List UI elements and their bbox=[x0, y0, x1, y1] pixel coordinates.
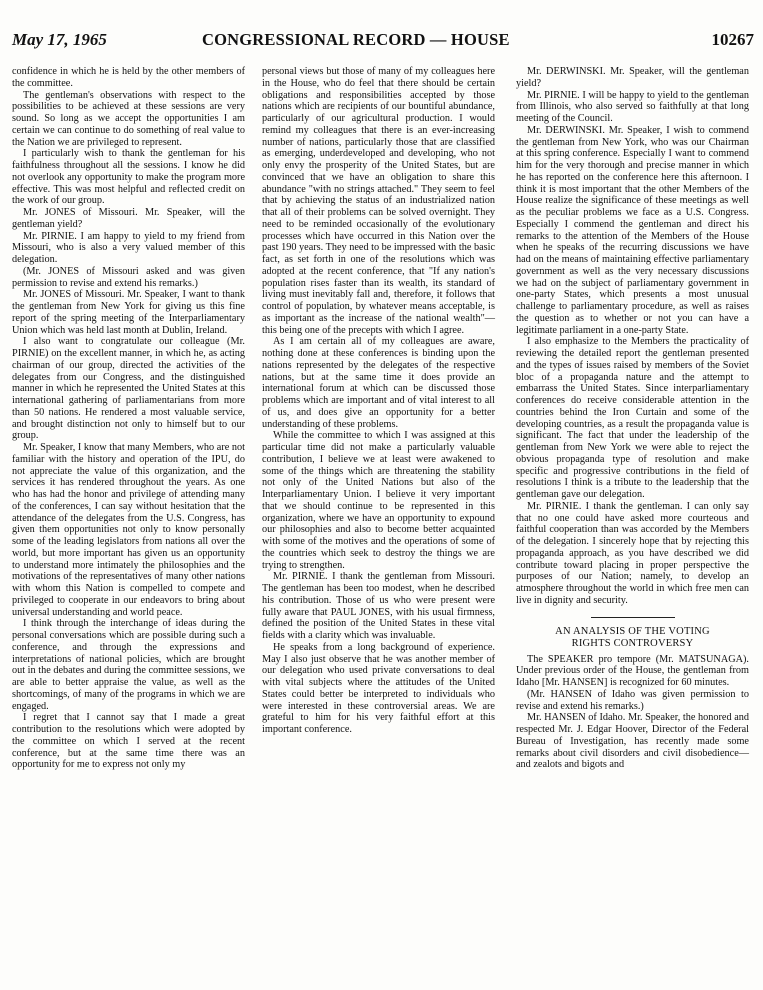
paragraph: confidence in which he is held by the other members of the committee. bbox=[12, 66, 245, 89]
paragraph: The gentleman's observations with respect to the possibilities to be achieved at these sessions are very sound. So long as we accept the opportunities I am certain we can continue to do something of real value to the Nation we are privileged to represent. bbox=[12, 89, 245, 148]
paragraph: I also want to congratulate our colleague (Mr. PIRNIE) on the excellent manner, in which he, as acting chairman of our group, directed the activities of the delegates from our Congress, and the distinguished manner in which he represented the United States at this international gathering of parliamentarians from more than 50 nations. He rendered a most valuable service, and brought distinction not only to himself but to our group. bbox=[12, 336, 245, 442]
paragraph: Mr. PIRNIE. I will be happy to yield to the gentleman from Illinois, who also served so faithfully at that long meeting of the Council. bbox=[516, 89, 749, 124]
paragraph: Mr. JONES of Missouri. Mr. Speaker, I want to thank the gentleman from New York for giving us this fine report of the spring meeting of the Interparliamentary Union which was held last month at Dublin, Ireland. bbox=[12, 289, 245, 336]
page-header bbox=[12, 30, 754, 54]
paragraph: (Mr. JONES of Missouri asked and was given permission to revise and extend his remarks.) bbox=[12, 265, 245, 289]
column-2 bbox=[262, 66, 495, 736]
column-1 bbox=[12, 66, 245, 771]
paragraph: I particularly wish to thank the gentleman for his faithfulness throughout all the sessions. I know he did not overlook any opportunity to make the program more effective. This was most helpful and reflected credit on the work of our group. bbox=[12, 148, 245, 207]
paragraph: I think through the interchange of ideas during the personal conversations which are possible during such a conference, and through the expressions and interpretations of national policies, which are brought out in the debates and during the committee sessions, we are able to better appraise the value, as well as the shortcomings, of many of the programs in which we are engaged. bbox=[12, 618, 245, 712]
section-divider bbox=[591, 617, 675, 618]
paragraph: He speaks from a long background of experience. May I also just observe that he was another member of our delegation who used private conversations to deal with vital subjects where the attitudes of the United States could better be interpreted to individuals who were interested in these controversial areas. We are grateful to him for his very faithful effort at this important conference. bbox=[262, 641, 495, 735]
paragraph: The SPEAKER pro tempore (Mr. MATSUNAGA). Under previous order of the House, the gentleman from Idaho [Mr. HANSEN] is recognized for 60 minutes. bbox=[516, 653, 749, 688]
section-heading bbox=[516, 626, 749, 650]
paragraph: Mr. HANSEN of Idaho. Mr. Speaker, the honored and respected Mr. J. Edgar Hoover, Director of the Federal Bureau of Investigation, has recently made some remarks about civil disorders and civil disobedience—and zealots and bigots and bbox=[516, 712, 749, 771]
paragraph: (Mr. HANSEN of Idaho was given permission to revise and extend his remarks.) bbox=[516, 688, 749, 712]
paragraph: Mr. PIRNIE. I thank the gentleman. I can only say that no one could have asked more courteous and faithful cooperation than was accorded by the Members of the delegation. I sincerely hope that by rejecting this propaganda approach, as you have described we did contribute toward placing in proper perspective the purposes of our Nation; namely, to develop an atmosphere throughout the world in which free men can live in dignity and security. bbox=[516, 500, 749, 606]
header-date: May 17, 1965 bbox=[12, 30, 107, 49]
paragraph: Mr. DERWINSKI. Mr. Speaker, will the gentleman yield? bbox=[516, 66, 749, 89]
paragraph: While the committee to which I was assigned at this particular time did not make a particularly valuable contribution, I believe we at least were awakened to some of the things which are threatening the stability not only of the United Nations but also of the Interparliamentary Union. I believe it very important that we should continue to be represented in this organization, where we have an opportunity to expound our philosophies and also to become better acquainted with some of the motives and the operations of some of the countries which seek to destroy the things we are trying to strengthen. bbox=[262, 430, 495, 571]
paragraph: I also emphasize to the Members the practicality of reviewing the detailed report the gentleman presented and the types of issues raised by members of the Soviet bloc of a propaganda nature and the attempt to embarrass the United States. Since interparliamentary conferences do receive considerable attention in the countries behind the Iron Curtain and some of the developing countries, as a result the propaganda value is significant. The fact that under the leadership of the gentleman from New York we were able to reject the obvious propaganda type of resolution and make specific and progressive contributions in the field of resolutions I think is a tribute to the leadership that the gentleman gave our delegation. bbox=[516, 336, 749, 500]
paragraph: Mr. Speaker, I know that many Members, who are not familiar with the history and operation of the IPU, do not appreciate the value of this organization, and the services it has rendered throughout the years. As one who has had the honor and privilege of attending many of the conferences, I can say without hesitation that the attendance of the delegates from the U.S. Congress, has given them opportunities not only to know personally some of the leading legislators from nations all over the world, but more important has given us an opportunity to understand more intimately the philosophies and the motivations of the representatives of many other nations with whom this Nation is compelled to compete and privileged to cooperate in our endeavors to bring about universal understanding and world peace. bbox=[12, 442, 245, 618]
section-heading-line: AN ANALYSIS OF THE VOTING bbox=[555, 625, 710, 637]
paragraph: As I am certain all of my colleagues are aware, nothing done at these conferences is binding upon the nations represented by the delegates of the respective nations, but at the same time it does provide an international forum at which can be discussed those problems which are important and of vital interest to all of us, and does give an opportunity for a better understanding of these problems. bbox=[262, 336, 495, 430]
section-heading-line: RIGHTS CONTROVERSY bbox=[571, 637, 694, 649]
paragraph: Mr. JONES of Missouri. Mr. Speaker, will the gentleman yield? bbox=[12, 207, 245, 230]
paragraph: Mr. PIRNIE. I am happy to yield to my friend from Missouri, who is also a very valued member of this delegation. bbox=[12, 230, 245, 265]
paragraph: I regret that I cannot say that I made a great contribution to the resolutions which were adopted by the committee on which I served at the recent conference, but at the same time there was an opportunity for me to express not only my bbox=[12, 712, 245, 771]
column-3 bbox=[516, 66, 749, 771]
header-page-number: 10267 bbox=[711, 30, 754, 49]
paragraph: personal views but those of many of my colleagues here in the House, who do feel that there should be certain obligations and responsibilities accepted by those nations which are recipients of our bountiful abundance, particularly of our agricultural production. I would remind my colleagues that there is an ever-increasing number of nations, particularly those that are classified as emerging, underdeveloped and developing, who not only envy the prosperity of the United States, but are convinced that we have an obligation to share this abundance "with no strings attached." They seem to feel that by achieving the status of an industrialized nation that all of their problems can be solved overnight. They need to be reminded occasionally of the evolutionary processes which have occurred in this Nation over the past 190 years. They need to be impressed with the basic fact, as set forth in one of the resolutions which was adopted at the recent conference, that "If any nation's population rises faster than its wealth, its standard of living must inevitably fall and, therefore, it follows that control of population, by whatever means acceptable, is as important as the increase of the national wealth"—this being one of the precepts with which I agree. bbox=[262, 66, 495, 336]
header-title: CONGRESSIONAL RECORD — HOUSE bbox=[202, 30, 510, 49]
paragraph: Mr. PIRNIE. I thank the gentleman from Missouri. The gentleman has been too modest, when he described his contribution. Those of us who were present were fully aware that PAUL JONES, with his usual firmness, defined the position of the United States in these vital fields with a clarity which was invaluable. bbox=[262, 571, 495, 641]
paragraph: Mr. DERWINSKI. Mr. Speaker, I wish to commend the gentleman from New York, who was our Chairman at this spring conference. Especially I want to commend him for the very thorough and precise manner in which he has reported on the conference here this afternoon. I think it is most important that the other Members of the House realize the significance of these meetings as well as the peculiar problems we face as a U.S. Congress. Especially I commend the gentleman and direct his remarks to the attention of the Members of the House when he speaks of the recurring discussions we have had on the means of maintaining effective parliamentary government as well as the very necessary discussions we had on the subject of parliamentary government in one-party States, which presents a most unusual challenge to parliamentary procedure, as well as raises the question as to whether or not you can have a legitimate parliament in a one-party State. bbox=[516, 124, 749, 336]
